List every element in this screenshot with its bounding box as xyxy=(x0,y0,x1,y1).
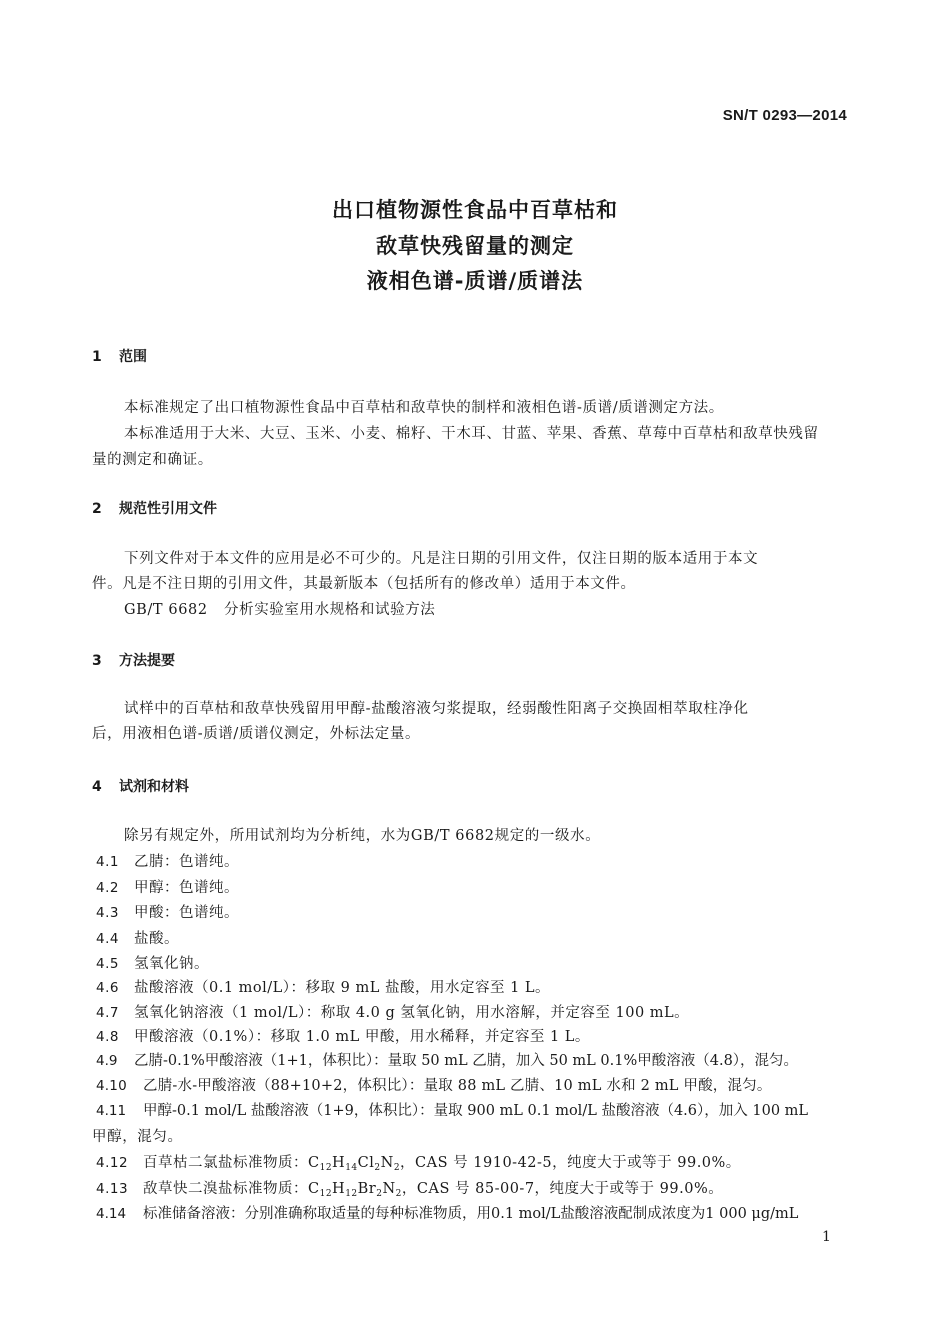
item-number: 4.14 xyxy=(96,1206,127,1222)
list-item xyxy=(96,1177,723,1198)
paragraph-continuation: 件。凡是不注日期的引用文件，其最新版本（包括所有的修改单）适用于本文件。 xyxy=(92,576,636,592)
section-number: 1 xyxy=(92,349,102,365)
paragraph-continuation: 后，用液相色谱-质谱/质谱仪测定，外标法定量。 xyxy=(92,726,421,742)
standard-code: SN/T 0293—2014 xyxy=(722,107,847,124)
list-item xyxy=(96,1074,772,1095)
item-text: 氢氧化钠溶液（1 mol/L）：称取 4.0 g 氢氧化钠，用水溶解，并定容至 100 mL。 xyxy=(134,1005,690,1021)
item-number: 4.11 xyxy=(96,1103,127,1119)
item-text: 敌草快二溴盐标准物质：$C_{12}H_{12}Br_2N_2$，CAS 号 85-00-7，纯度大于或等于 99.0%。 xyxy=(143,1181,724,1199)
paragraph: 本标准规定了出口植物源性食品中百草枯和敌草快的制样和液相色谱-质谱/质谱测定方法。 xyxy=(124,400,724,416)
section-3-heading xyxy=(92,650,175,670)
item-number: 4.8 xyxy=(96,1029,119,1045)
item-text: 百草枯二氯盐标准物质：$C_{12}H_{14}Cl_2N_2$，CAS 号 1910-42-5，纯度大于或等于 99.0%。 xyxy=(143,1155,741,1173)
item-number: 4.10 xyxy=(96,1078,127,1094)
item-number: 4.5 xyxy=(96,956,119,972)
item-number: 4.2 xyxy=(96,880,119,896)
item-text: 盐酸溶液（0.1 mol/L）：移取 9 mL 盐酸，用水定容至 1 L。 xyxy=(134,980,551,996)
list-item xyxy=(96,952,209,973)
list-item xyxy=(96,1025,590,1046)
item-number: 4.4 xyxy=(96,931,119,947)
item-number: 4.6 xyxy=(96,980,119,996)
item-number: 4.13 xyxy=(96,1181,129,1197)
section-title: 方法提要 xyxy=(119,653,175,669)
item-text: 乙腈：色谱纯。 xyxy=(134,854,239,870)
list-item xyxy=(96,1049,798,1070)
section-title: 范围 xyxy=(119,349,147,365)
list-item xyxy=(96,876,239,897)
list-item xyxy=(96,927,179,948)
item-text: 氢氧化钠。 xyxy=(134,956,209,972)
title-line-1: 出口植物源性食品中百草枯和 xyxy=(332,198,618,222)
item-text: 甲醇-0.1 mol/L 盐酸溶液（1+9，体积比）：量取 900 mL 0.1 mol/L 盐酸溶液（4.6），加入 100 mL xyxy=(143,1103,809,1119)
list-item xyxy=(96,1202,798,1223)
item-number: 4.3 xyxy=(96,905,119,921)
item-number: 4.1 xyxy=(96,854,119,870)
section-title: 规范性引用文件 xyxy=(119,501,217,517)
list-item xyxy=(96,1001,689,1022)
list-item xyxy=(96,1151,741,1172)
list-item xyxy=(96,1099,808,1120)
section-1-heading xyxy=(92,346,147,366)
paragraph: 试样中的百草枯和敌草快残留用甲醇-盐酸溶液匀浆提取，经弱酸性阳离子交换固相萃取柱净化 xyxy=(124,701,749,717)
item-text: 乙腈-水-甲酸溶液（88+10+2，体积比）：量取 88 mL 乙腈、10 mL 水和 2 mL 甲酸，混匀。 xyxy=(143,1078,772,1094)
page-number: 1 xyxy=(822,1229,831,1245)
section-2-heading xyxy=(92,498,217,518)
list-item xyxy=(96,976,550,997)
item-continuation: 甲醇，混匀。 xyxy=(92,1129,183,1145)
list-item xyxy=(96,901,239,922)
item-text: 甲酸：色谱纯。 xyxy=(134,905,239,921)
paragraph: 除另有规定外，所用试剂均为分析纯，水为GB/T 6682规定的一级水。 xyxy=(124,828,601,844)
title-line-3: 液相色谱-质谱/质谱法 xyxy=(366,269,584,293)
item-text: 甲酸溶液（0.1%）：移取 1.0 mL 甲酸，用水稀释，并定容至 1 L。 xyxy=(134,1029,590,1045)
section-title: 试剂和材料 xyxy=(119,779,189,795)
item-text: 标准储备溶液：分别准确称取适量的每种标准物质，用0.1 mol/L盐酸溶液配制成浓度为1 000 μg/mL xyxy=(143,1206,799,1222)
item-text: 盐酸。 xyxy=(134,931,179,947)
paragraph-continuation: 量的测定和确证。 xyxy=(92,452,213,468)
paragraph: 下列文件对于本文件的应用是必不可少的。凡是注日期的引用文件，仅注日期的版本适用于本文 xyxy=(124,551,759,567)
reference-code: GB/T 6682 xyxy=(124,602,208,618)
item-text: 甲醇：色谱纯。 xyxy=(134,880,239,896)
section-number: 4 xyxy=(92,779,102,795)
section-4-heading xyxy=(92,776,189,796)
item-text: 乙腈-0.1%甲酸溶液（1+1，体积比）：量取 50 mL 乙腈，加入 50 mL 0.1%甲酸溶液（4.8），混匀。 xyxy=(134,1053,799,1069)
paragraph: 本标准适用于大米、大豆、玉米、小麦、棉籽、干木耳、甘蓝、苹果、香蕉、草莓中百草枯和敌草快残留 xyxy=(124,426,819,442)
item-number: 4.12 xyxy=(96,1155,129,1171)
section-number: 3 xyxy=(92,653,102,669)
item-number: 4.7 xyxy=(96,1005,119,1021)
section-number: 2 xyxy=(92,501,102,517)
normative-reference xyxy=(124,598,435,619)
item-number: 4.9 xyxy=(96,1053,118,1069)
title-line-2: 敌草快残留量的测定 xyxy=(376,234,574,258)
list-item xyxy=(96,850,239,871)
reference-title: 分析实验室用水规格和试验方法 xyxy=(224,602,436,618)
